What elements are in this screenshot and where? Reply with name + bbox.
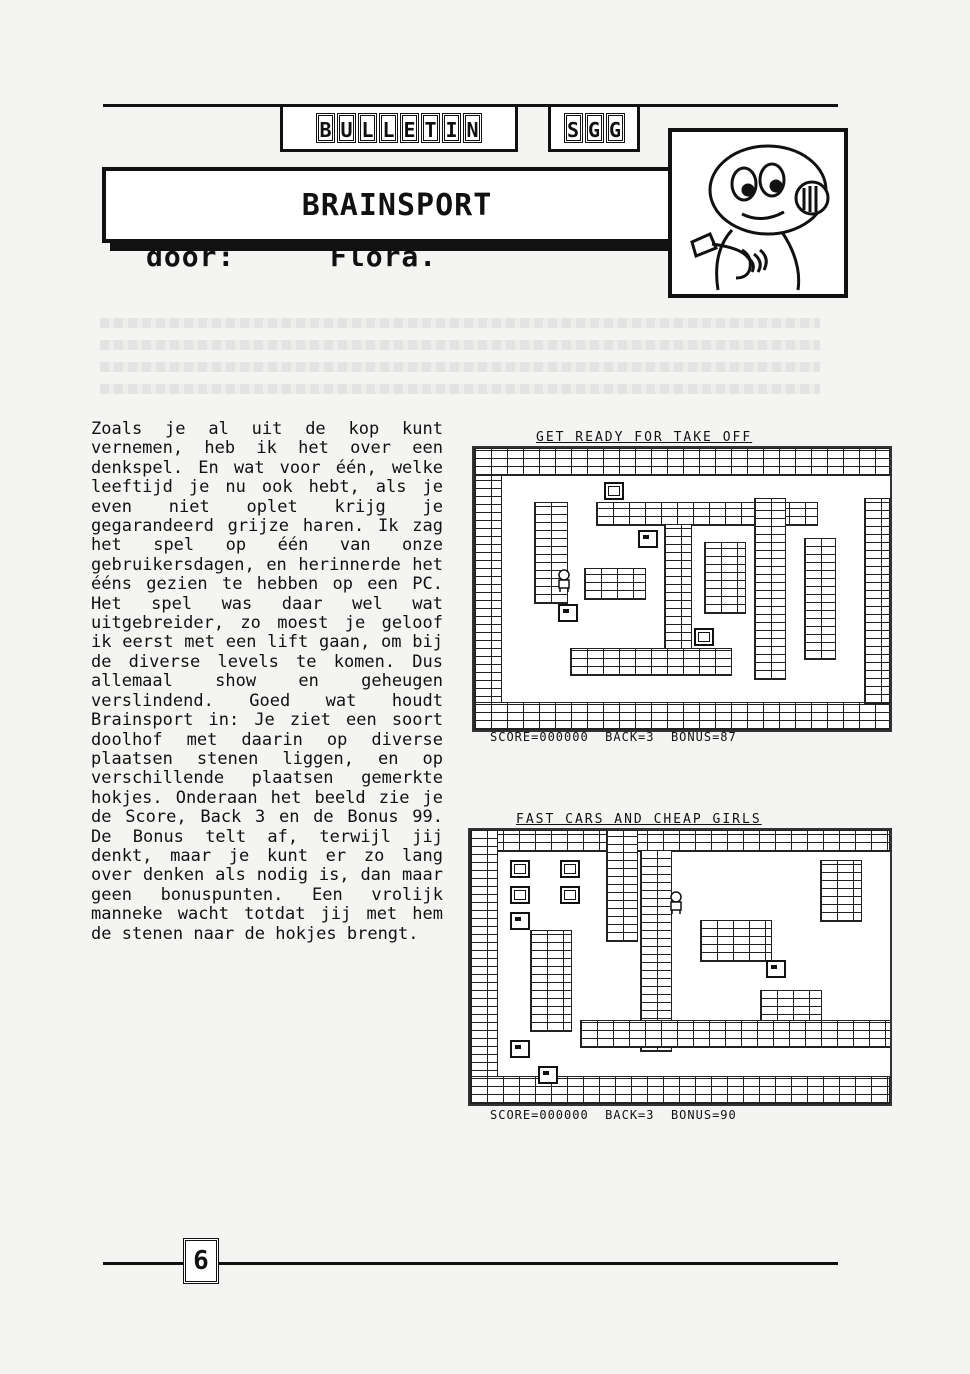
screen-1-label: GET READY FOR TAKE OFF [536, 430, 753, 445]
target-square [510, 860, 530, 878]
maze-wall [704, 542, 746, 614]
maze-wall [570, 648, 732, 676]
maze-wall [700, 920, 772, 962]
maze-wall [606, 830, 638, 942]
banner-letter: S [564, 113, 583, 143]
maze-wall [664, 524, 692, 666]
maze-wall [474, 702, 890, 730]
target-square [694, 628, 714, 646]
banner-letter: I [442, 113, 461, 143]
stone-block [510, 1040, 530, 1058]
article-title: BRAINSPORT [301, 187, 493, 223]
maze-wall [474, 448, 502, 730]
screen-2-status: SCORE=000000 BACK=3 BONUS=90 [490, 1108, 737, 1122]
banner-letter: G [585, 113, 604, 143]
target-square [604, 482, 624, 500]
maze-wall [530, 930, 572, 1032]
bleed-through-line [100, 362, 820, 372]
target-square [560, 886, 580, 904]
byline-label: door: [146, 240, 236, 273]
game-screen-1 [472, 446, 892, 732]
banner-letter: B [316, 113, 335, 143]
banner-letter: G [606, 113, 625, 143]
bleed-through-line [100, 318, 820, 328]
target-square [510, 886, 530, 904]
robot-mascot-icon [672, 132, 844, 294]
maze-wall [470, 1076, 890, 1104]
maze-wall [580, 1020, 892, 1048]
screen-1-status: SCORE=000000 BACK=3 BONUS=87 [490, 730, 737, 744]
maze-wall [470, 830, 498, 1104]
player-man-icon [554, 568, 574, 592]
banner-letter: U [337, 113, 356, 143]
stone-block [638, 530, 658, 548]
maze-wall [864, 498, 890, 704]
maze-wall [754, 498, 786, 680]
game-screen-2 [468, 828, 892, 1106]
screen-2-label: FAST CARS AND CHEAP GIRLS [516, 812, 762, 827]
maze-wall [470, 830, 890, 852]
maze-wall [820, 860, 862, 922]
stone-block [538, 1066, 558, 1084]
article-title-box [102, 167, 692, 243]
banner-letter: N [463, 113, 482, 143]
banner-letter: L [379, 113, 398, 143]
stone-block [558, 604, 578, 622]
mascot-illustration [668, 128, 848, 298]
bleed-through-line [100, 340, 820, 350]
banner-letter: T [421, 113, 440, 143]
banner-letter: E [400, 113, 419, 143]
stone-block [766, 960, 786, 978]
maze-wall [804, 538, 836, 660]
page-number: 6 [183, 1238, 219, 1284]
target-square [560, 860, 580, 878]
maze-wall [474, 448, 890, 476]
bleed-through-line [100, 384, 820, 394]
stone-block [510, 912, 530, 930]
banner-letter: L [358, 113, 377, 143]
bulletin-banner [280, 104, 518, 152]
sgg-banner [548, 104, 640, 152]
maze-wall [584, 568, 646, 600]
player-man-icon [666, 890, 686, 914]
article-body: Zoals je al uit de kop kunt vernemen, heb ik het over een denkspel. En wat voor één, welke leeftijd je nu ook hebt, als je even niet oplet krijg je gegarandeerd grijze haren. Ik zag het spel op één van onze gebruikersdagen, en herinnerde het ééns gezien te hebben op een PC. Het spel was daar wel wat uitgebreider, zo moest je geloof ik eerst met een lift gaan, om bij de diverse levels te komen. Dus allemaal show en geheugen verslindend. Goed wat houdt Brainsport in: Je ziet een soort doolhof met daarin op diverse plaatsen stenen liggen, en op verschillende plaatsen gemerkte hokjes. Onderaan het beeld zie je de Score, Back 3 en de Bonus 99. De Bonus telt af, terwijl jij denkt, maar je kunt er zo lang over denken als nodig is, dan maar geen bonuspunten. Een vrolijk manneke wacht totdat jij met hem de stenen naar de hokjes brengt. [91, 419, 443, 944]
author-name: Flora. [330, 240, 438, 273]
